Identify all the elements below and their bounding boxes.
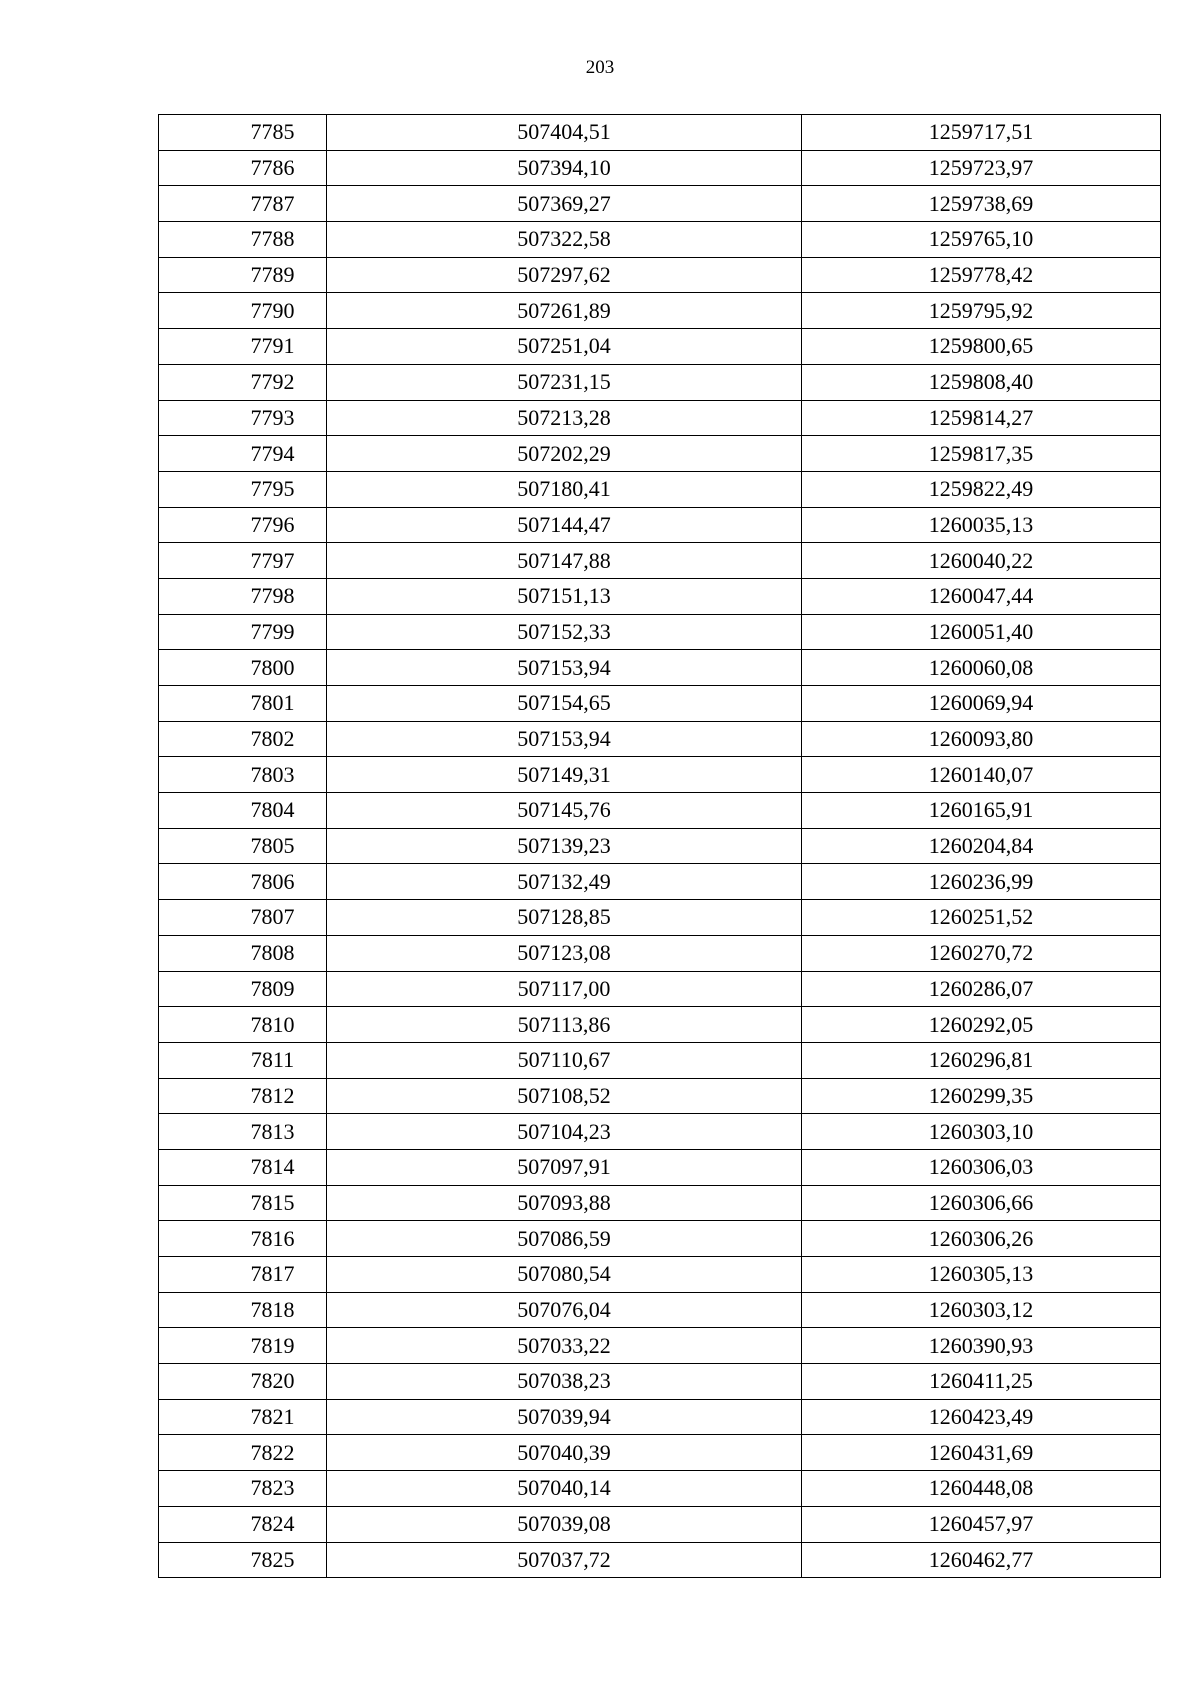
point-number-cell: 7785 (159, 115, 327, 151)
point-number-cell: 7800 (159, 650, 327, 686)
table-row (159, 614, 1161, 650)
table-row (159, 935, 1161, 971)
point-number-cell: 7799 (159, 614, 327, 650)
y-coordinate-cell: 1260270,72 (802, 935, 1161, 971)
table-row (159, 1292, 1161, 1328)
table-row (159, 578, 1161, 614)
point-number-cell: 7791 (159, 329, 327, 365)
point-number-cell: 7804 (159, 793, 327, 829)
x-coordinate-cell: 507038,23 (327, 1364, 802, 1400)
point-number-cell: 7789 (159, 257, 327, 293)
table-row (159, 1471, 1161, 1507)
point-number-cell: 7795 (159, 471, 327, 507)
point-number-cell: 7802 (159, 721, 327, 757)
y-coordinate-cell: 1260390,93 (802, 1328, 1161, 1364)
y-coordinate-cell: 1260251,52 (802, 900, 1161, 936)
point-number-cell: 7824 (159, 1506, 327, 1542)
y-coordinate-cell: 1259817,35 (802, 436, 1161, 472)
x-coordinate-cell: 507104,23 (327, 1114, 802, 1150)
y-coordinate-cell: 1260306,26 (802, 1221, 1161, 1257)
table-row (159, 721, 1161, 757)
point-number-cell: 7821 (159, 1399, 327, 1435)
table-row (159, 1221, 1161, 1257)
x-coordinate-cell: 507297,62 (327, 257, 802, 293)
x-coordinate-cell: 507039,94 (327, 1399, 802, 1435)
point-number-cell: 7803 (159, 757, 327, 793)
table-row (159, 1149, 1161, 1185)
x-coordinate-cell: 507139,23 (327, 828, 802, 864)
y-coordinate-cell: 1259738,69 (802, 186, 1161, 222)
y-coordinate-cell: 1260047,44 (802, 578, 1161, 614)
y-coordinate-cell: 1260306,66 (802, 1185, 1161, 1221)
y-coordinate-cell: 1260448,08 (802, 1471, 1161, 1507)
y-coordinate-cell: 1259808,40 (802, 364, 1161, 400)
y-coordinate-cell: 1260035,13 (802, 507, 1161, 543)
table-row (159, 1435, 1161, 1471)
x-coordinate-cell: 507040,39 (327, 1435, 802, 1471)
x-coordinate-cell: 507151,13 (327, 578, 802, 614)
x-coordinate-cell: 507147,88 (327, 543, 802, 579)
x-coordinate-cell: 507086,59 (327, 1221, 802, 1257)
x-coordinate-cell: 507152,33 (327, 614, 802, 650)
point-number-cell: 7794 (159, 436, 327, 472)
y-coordinate-cell: 1260303,10 (802, 1114, 1161, 1150)
y-coordinate-cell: 1260457,97 (802, 1506, 1161, 1542)
y-coordinate-cell: 1260165,91 (802, 793, 1161, 829)
x-coordinate-cell: 507040,14 (327, 1471, 802, 1507)
x-coordinate-cell: 507128,85 (327, 900, 802, 936)
y-coordinate-cell: 1260299,35 (802, 1078, 1161, 1114)
point-number-cell: 7822 (159, 1435, 327, 1471)
y-coordinate-cell: 1260462,77 (802, 1542, 1161, 1578)
table-row (159, 1542, 1161, 1578)
point-number-cell: 7809 (159, 971, 327, 1007)
x-coordinate-cell: 507153,94 (327, 721, 802, 757)
x-coordinate-cell: 507113,86 (327, 1007, 802, 1043)
table-row (159, 150, 1161, 186)
x-coordinate-cell: 507110,67 (327, 1042, 802, 1078)
point-number-cell: 7819 (159, 1328, 327, 1364)
y-coordinate-cell: 1260423,49 (802, 1399, 1161, 1435)
table-row (159, 471, 1161, 507)
point-number-cell: 7815 (159, 1185, 327, 1221)
point-number-cell: 7787 (159, 186, 327, 222)
table-row (159, 1114, 1161, 1150)
point-number-cell: 7786 (159, 150, 327, 186)
point-number-cell: 7814 (159, 1149, 327, 1185)
y-coordinate-cell: 1259778,42 (802, 257, 1161, 293)
table-row (159, 1042, 1161, 1078)
point-number-cell: 7812 (159, 1078, 327, 1114)
table-row (159, 900, 1161, 936)
table-row (159, 1078, 1161, 1114)
y-coordinate-cell: 1260060,08 (802, 650, 1161, 686)
y-coordinate-cell: 1260069,94 (802, 686, 1161, 722)
y-coordinate-cell: 1260040,22 (802, 543, 1161, 579)
table-row (159, 793, 1161, 829)
y-coordinate-cell: 1260296,81 (802, 1042, 1161, 1078)
x-coordinate-cell: 507154,65 (327, 686, 802, 722)
coordinates-table-body (159, 115, 1161, 1578)
x-coordinate-cell: 507369,27 (327, 186, 802, 222)
x-coordinate-cell: 507251,04 (327, 329, 802, 365)
table-row (159, 828, 1161, 864)
table-row (159, 650, 1161, 686)
point-number-cell: 7825 (159, 1542, 327, 1578)
table-row (159, 400, 1161, 436)
point-number-cell: 7820 (159, 1364, 327, 1400)
x-coordinate-cell: 507202,29 (327, 436, 802, 472)
y-coordinate-cell: 1259822,49 (802, 471, 1161, 507)
x-coordinate-cell: 507123,08 (327, 935, 802, 971)
y-coordinate-cell: 1259765,10 (802, 222, 1161, 258)
point-number-cell: 7792 (159, 364, 327, 400)
point-number-cell: 7817 (159, 1257, 327, 1293)
table-row (159, 864, 1161, 900)
x-coordinate-cell: 507144,47 (327, 507, 802, 543)
x-coordinate-cell: 507394,10 (327, 150, 802, 186)
point-number-cell: 7798 (159, 578, 327, 614)
y-coordinate-cell: 1259800,65 (802, 329, 1161, 365)
table-row (159, 364, 1161, 400)
x-coordinate-cell: 507037,72 (327, 1542, 802, 1578)
y-coordinate-cell: 1260305,13 (802, 1257, 1161, 1293)
point-number-cell: 7797 (159, 543, 327, 579)
x-coordinate-cell: 507404,51 (327, 115, 802, 151)
point-number-cell: 7788 (159, 222, 327, 258)
point-number-cell: 7823 (159, 1471, 327, 1507)
point-number-cell: 7807 (159, 900, 327, 936)
y-coordinate-cell: 1260303,12 (802, 1292, 1161, 1328)
x-coordinate-cell: 507180,41 (327, 471, 802, 507)
y-coordinate-cell: 1259717,51 (802, 115, 1161, 151)
x-coordinate-cell: 507033,22 (327, 1328, 802, 1364)
x-coordinate-cell: 507093,88 (327, 1185, 802, 1221)
x-coordinate-cell: 507097,91 (327, 1149, 802, 1185)
x-coordinate-cell: 507039,08 (327, 1506, 802, 1542)
table-row (159, 1185, 1161, 1221)
y-coordinate-cell: 1259723,97 (802, 150, 1161, 186)
point-number-cell: 7810 (159, 1007, 327, 1043)
x-coordinate-cell: 507132,49 (327, 864, 802, 900)
y-coordinate-cell: 1260204,84 (802, 828, 1161, 864)
point-number-cell: 7813 (159, 1114, 327, 1150)
table-row (159, 293, 1161, 329)
y-coordinate-cell: 1260431,69 (802, 1435, 1161, 1471)
table-row (159, 757, 1161, 793)
y-coordinate-cell: 1260093,80 (802, 721, 1161, 757)
point-number-cell: 7796 (159, 507, 327, 543)
x-coordinate-cell: 507076,04 (327, 1292, 802, 1328)
y-coordinate-cell: 1260051,40 (802, 614, 1161, 650)
table-row (159, 1257, 1161, 1293)
table-row (159, 257, 1161, 293)
table-row (159, 971, 1161, 1007)
y-coordinate-cell: 1260306,03 (802, 1149, 1161, 1185)
table-row (159, 1506, 1161, 1542)
x-coordinate-cell: 507153,94 (327, 650, 802, 686)
table-row (159, 543, 1161, 579)
y-coordinate-cell: 1260292,05 (802, 1007, 1161, 1043)
table-row (159, 686, 1161, 722)
table-row (159, 1399, 1161, 1435)
x-coordinate-cell: 507149,31 (327, 757, 802, 793)
point-number-cell: 7818 (159, 1292, 327, 1328)
point-number-cell: 7808 (159, 935, 327, 971)
point-number-cell: 7793 (159, 400, 327, 436)
point-number-cell: 7805 (159, 828, 327, 864)
y-coordinate-cell: 1260140,07 (802, 757, 1161, 793)
y-coordinate-cell: 1259814,27 (802, 400, 1161, 436)
table-row (159, 436, 1161, 472)
coordinates-table (158, 114, 1161, 1578)
x-coordinate-cell: 507108,52 (327, 1078, 802, 1114)
point-number-cell: 7790 (159, 293, 327, 329)
table-row (159, 115, 1161, 151)
table-row (159, 507, 1161, 543)
y-coordinate-cell: 1260411,25 (802, 1364, 1161, 1400)
y-coordinate-cell: 1260286,07 (802, 971, 1161, 1007)
table-row (159, 186, 1161, 222)
table-row (159, 1328, 1161, 1364)
point-number-cell: 7806 (159, 864, 327, 900)
x-coordinate-cell: 507261,89 (327, 293, 802, 329)
point-number-cell: 7811 (159, 1042, 327, 1078)
x-coordinate-cell: 507322,58 (327, 222, 802, 258)
x-coordinate-cell: 507080,54 (327, 1257, 802, 1293)
x-coordinate-cell: 507213,28 (327, 400, 802, 436)
table-row (159, 1007, 1161, 1043)
x-coordinate-cell: 507117,00 (327, 971, 802, 1007)
y-coordinate-cell: 1260236,99 (802, 864, 1161, 900)
x-coordinate-cell: 507231,15 (327, 364, 802, 400)
y-coordinate-cell: 1259795,92 (802, 293, 1161, 329)
x-coordinate-cell: 507145,76 (327, 793, 802, 829)
table-row (159, 222, 1161, 258)
table-row (159, 329, 1161, 365)
point-number-cell: 7801 (159, 686, 327, 722)
table-row (159, 1364, 1161, 1400)
point-number-cell: 7816 (159, 1221, 327, 1257)
page-number: 203 (585, 57, 615, 78)
